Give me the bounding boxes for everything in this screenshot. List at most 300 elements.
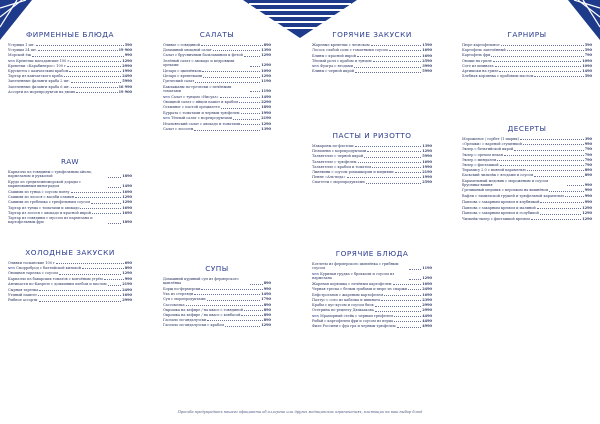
menu-item-name [312, 319, 393, 323]
menu-item-price: 1290 [122, 200, 132, 205]
menu-item [8, 288, 132, 292]
menu-item-price: 990 [584, 188, 592, 193]
menu-item-label: Уха из стерляди [163, 292, 194, 297]
dot-leader [194, 294, 260, 295]
menu-item-name [462, 147, 513, 151]
menu-item-price: 1090 [582, 58, 592, 63]
dot-leader [500, 165, 584, 166]
menu-item [163, 318, 271, 322]
dot-leader [239, 102, 260, 103]
dot-leader [244, 310, 263, 311]
menu-item-name [462, 194, 564, 198]
menu-item-name [8, 85, 70, 89]
dot-leader [221, 108, 260, 109]
menu-item-label: Салат с лососем [163, 127, 194, 132]
menu-item-name [462, 188, 548, 192]
menu-item-label: Салат с тунцом «Нисуаз» [171, 94, 219, 99]
menu-item-label: Павлова с захарным кремом и малиной [462, 205, 536, 210]
menu-item [8, 53, 132, 57]
menu-item-price: 1990 [261, 110, 271, 115]
menu-item-name [163, 318, 206, 322]
menu-item-name [8, 180, 107, 189]
menu-item [8, 90, 132, 94]
menu-item-price: 1290 [582, 205, 592, 210]
menu-item-list [312, 262, 432, 329]
menu-item-name [312, 324, 396, 328]
menu-item-label: Запеченные фаланги краба 2 шт. [8, 79, 70, 84]
menu-item-label: Эклер с бельгийской икрой [462, 147, 514, 152]
menu-item-label: Устрицы 1 шт. [8, 43, 35, 47]
menu-item-label: Осьминог с пастой орецкьетте [163, 105, 220, 110]
menu-item-name [8, 206, 79, 210]
menu-item-name [8, 43, 35, 47]
menu-item-price: 2390 [422, 298, 432, 303]
menu-item-name [8, 170, 107, 179]
menu-item-name [462, 217, 530, 221]
menu-item-price: 1690 [422, 292, 432, 297]
menu-item-list [8, 170, 132, 225]
menu-item-label: Мраморный стейк с черным трюфелем [320, 313, 393, 318]
menu-item-price: 1190 [261, 79, 271, 84]
menu-item-price: 2590 [422, 180, 432, 185]
dot-leader [71, 87, 118, 88]
menu-item-price: 16 990 [118, 84, 132, 89]
dot-leader [534, 176, 584, 177]
menu-item-name [163, 313, 240, 317]
menu-item-name [8, 48, 37, 52]
menu-item-label: Греческий салат [163, 79, 195, 84]
dot-leader [504, 155, 584, 156]
menu-item [312, 319, 432, 323]
menu-item-price: 3990 [422, 64, 432, 69]
menu-item-label: Пюре картофельное [462, 43, 500, 47]
section-title: ФИРМЕННЫЕ БЛЮДА [26, 30, 114, 39]
menu-item-label: Запеченные фаланги краба 6 шт. [8, 84, 70, 89]
menu-item-name [312, 154, 363, 158]
menu-item-name [312, 272, 408, 281]
menu-item-label: Палтус с сото из кабачка и шпината [312, 298, 381, 303]
menu-item-name [163, 303, 185, 307]
menu-item-name [8, 261, 55, 265]
dot-leader [250, 284, 262, 285]
menu-item-price: 590 [584, 74, 592, 79]
menu-item-price: 1290 [422, 149, 432, 154]
menu-item-price: 1290 [122, 271, 132, 276]
menu-item-label: Жареные креветки с чесноком [312, 43, 370, 47]
dot-leader [241, 113, 261, 114]
dot-leader [507, 50, 584, 51]
menu-item-name [312, 293, 383, 297]
menu-item [8, 277, 132, 281]
menu-item [163, 43, 271, 47]
menu-item-label: Эклер с орехом пекан [462, 152, 503, 157]
menu-item [462, 211, 592, 215]
menu-item-price: 1490 [122, 184, 132, 189]
dot-leader [71, 82, 121, 83]
menu-item-price: 1090 [582, 63, 592, 68]
menu-item-price: 1290 [261, 53, 271, 58]
menu-item-name [8, 266, 81, 270]
menu-item-name [462, 74, 533, 78]
menu-item-name [312, 170, 394, 174]
menu-item-label: Сморреброд с балтийской килькой [16, 266, 81, 271]
menu-item-price: 890 [263, 312, 271, 317]
menu-item-price: 2990 [422, 303, 432, 308]
menu-item-label: Тёплый ролл с крабом и тунцом [312, 59, 372, 64]
menu-item-list [8, 261, 132, 303]
menu-item-price: 890 [584, 168, 592, 173]
menu-item-price: 19 900 [118, 48, 132, 53]
allergy-note: Просьба предупредить нашего официанта об аллергии или других медицинских ограничениях, влияющих на ваш выбор блюд [177, 410, 423, 414]
menu-item-price: 590 [584, 43, 592, 47]
menu-item [312, 160, 432, 164]
menu-item-price: 2490 [122, 74, 132, 79]
menu-item-label: Филе Россини с фуа гра и черным трюфелем [312, 324, 396, 329]
menu-item-price: 1190 [422, 266, 432, 271]
menu-item-name [312, 282, 392, 286]
menu-item-name [462, 200, 539, 204]
menu-item [312, 287, 432, 291]
menu-item [163, 79, 271, 83]
dot-leader [540, 214, 581, 215]
menu-item [163, 116, 271, 120]
menu-item-price: 890 [263, 302, 271, 307]
menu-item [462, 142, 592, 146]
dot-leader [408, 289, 421, 290]
dot-leader [241, 124, 260, 125]
menu-item-name [8, 90, 75, 94]
menu-item-label: Блины с черной икрой [312, 69, 355, 74]
menu-item [8, 206, 132, 210]
dot-leader [523, 144, 584, 145]
menu-item [8, 271, 132, 275]
menu-item-label: Суп с морепродуктами [163, 297, 206, 302]
menu-item [163, 277, 271, 286]
dot-leader [233, 119, 260, 120]
menu-item [462, 43, 592, 47]
dot-leader [531, 219, 581, 220]
new-badge: NEW [8, 58, 16, 63]
menu-item-list [163, 277, 271, 328]
menu-item [8, 59, 132, 63]
menu-item-price: 390 [584, 137, 592, 141]
menu-item [462, 173, 592, 177]
menu-item [163, 48, 271, 52]
menu-item-price: 1490 [582, 68, 592, 73]
menu-item-label: Крабы с кус-кусом и соусом биск [312, 303, 374, 308]
dot-leader [108, 177, 121, 178]
menu-item [462, 147, 592, 151]
menu-item-label: Гречишный медовик с персиком на вишнёвом [462, 188, 549, 193]
dot-leader [186, 305, 263, 306]
dot-leader [39, 290, 121, 291]
menu-item-name [462, 43, 500, 47]
dot-leader [375, 306, 422, 307]
dot-leader [534, 76, 583, 77]
menu-item-price: 790 [584, 162, 592, 167]
menu-item-name [462, 206, 536, 210]
menu-item-label: Окрошка на кефире / на квасе с ковбасой [163, 312, 241, 317]
menu-item-name [312, 144, 354, 148]
menu-item-price: 1590 [422, 43, 432, 47]
dot-leader [354, 67, 421, 68]
menu-item-label: Осетрина по-рецепту Дюмаакова [312, 308, 374, 313]
menu-item [312, 59, 432, 63]
new-badge: NEW [163, 116, 171, 121]
menu-item-label: Оливки тосканские 100 г [8, 261, 55, 265]
menu-item [312, 314, 432, 318]
new-badge: NEW [312, 271, 320, 276]
dot-leader [372, 167, 421, 168]
menu-item-list [312, 144, 432, 185]
menu-item [163, 105, 271, 109]
menu-item-name [163, 292, 193, 296]
menu-section [8, 30, 132, 95]
menu-item-name [462, 179, 566, 188]
menu-item-list [462, 43, 592, 78]
menu-item-name [312, 54, 356, 58]
menu-item [312, 54, 432, 58]
menu-item-name [462, 158, 496, 162]
menu-item-price: 1290 [261, 323, 271, 328]
menu-item [312, 303, 432, 307]
menu-item-price: 590 [584, 48, 592, 53]
menu-item-label: Тёплый салат с морепродуктами [171, 116, 233, 121]
dot-leader [549, 191, 584, 192]
menu-item [8, 64, 132, 68]
dot-leader [201, 45, 263, 46]
menu-item-name [462, 64, 494, 68]
section-title: ПАСТЫ И РИЗОТТО [332, 131, 412, 140]
menu-item [312, 165, 432, 169]
menu-item-label: Котлеты из фермерского цыплёнка с грибным соусом [312, 262, 399, 271]
dot-leader [38, 50, 118, 51]
menu-item-name [312, 314, 393, 318]
dot-leader [213, 50, 261, 51]
menu-item-price: 1190 [261, 88, 271, 93]
menu-item-price: 4490 [422, 313, 432, 318]
menu-item-name [163, 127, 193, 131]
menu-item-label: Тартар из лосося с авокадо и красной икрой [8, 210, 91, 215]
menu-item-price: 990 [263, 286, 271, 291]
menu-item [462, 153, 592, 157]
menu-item [8, 200, 132, 204]
menu-item-name [8, 288, 38, 292]
menu-item-label: Сырная тарелка [8, 287, 39, 292]
menu-item-label: Тартар из камчатского краба [8, 74, 63, 79]
menu-item-label: Черная треска с белым грибами и пюре из спаржи [312, 287, 407, 292]
dot-leader [371, 45, 422, 46]
menu-item [163, 95, 271, 99]
menu-item-price: 990 [124, 276, 132, 281]
menu-item-price: 1690 [422, 159, 432, 164]
menu-item-name [462, 69, 498, 73]
dot-leader [514, 150, 583, 151]
dot-leader [501, 45, 584, 46]
dot-leader [71, 192, 122, 193]
dot-leader [527, 170, 584, 171]
menu-item-name [163, 122, 240, 126]
section-title: СУПЫ [205, 264, 229, 273]
dot-leader [75, 197, 121, 198]
menu-item [8, 85, 132, 89]
dot-leader [91, 203, 121, 204]
menu-item [462, 69, 592, 73]
menu-item-label: Артишоки на гриле [462, 68, 499, 73]
menu-item-price: 1890 [122, 220, 132, 225]
dot-leader [195, 82, 260, 83]
menu-item [8, 282, 132, 286]
menu-item-label: Павлова с захарным кремом и голубикой [462, 211, 539, 216]
menu-item-price: 890 [124, 266, 132, 271]
new-badge: NEW [312, 313, 320, 318]
menu-item-price: 1890 [261, 105, 271, 110]
menu-item-label: Тальятелле с крабом и томатом [312, 164, 372, 169]
menu-item-name [163, 297, 206, 301]
menu-item-label: Картофель фри [462, 53, 491, 58]
dot-leader [202, 71, 260, 72]
dot-leader [36, 45, 124, 46]
dot-leader [394, 316, 421, 317]
menu-item-list [8, 43, 132, 94]
menu-item [8, 43, 132, 47]
dot-leader [69, 71, 121, 72]
menu-item-name [163, 277, 249, 286]
menu-item-label: Сассоколка [163, 302, 185, 307]
menu-item [8, 48, 132, 52]
section-title: ХОЛОДНЫЕ ЗАКУСКИ [25, 248, 115, 257]
menu-item-price: 2490 [422, 287, 432, 292]
menu-item [462, 188, 592, 192]
menu-item-price: 1690 [122, 205, 132, 210]
dot-leader [497, 160, 583, 161]
menu-item-price: 2190 [261, 116, 271, 121]
menu-item-label: Гаспачо по-андалузски [163, 318, 207, 323]
menu-item-name [312, 64, 353, 68]
menu-item [462, 163, 592, 167]
menu-item-label: Соте из шпината [462, 63, 494, 68]
menu-item-label: Лингвини с соусом ромашкорин и мидиями [312, 169, 394, 174]
menu-item [312, 144, 432, 148]
menu-item-price: 1290 [261, 63, 271, 68]
menu-item [163, 297, 271, 301]
menu-item [312, 43, 432, 47]
menu-section [8, 248, 132, 304]
menu-item-label: Сашими из лосося с васаби ольмин [8, 195, 74, 200]
menu-item-name [163, 287, 200, 291]
dot-leader [364, 157, 421, 158]
menu-item-name [312, 48, 388, 52]
dot-leader [409, 279, 421, 280]
menu-item-name [8, 74, 63, 78]
dot-leader [355, 146, 422, 147]
menu-item [462, 194, 592, 198]
menu-item-label: Сашими из тунца с соусом понзу [8, 189, 70, 194]
menu-item-price: 1990 [122, 68, 132, 73]
menu-item-name [8, 200, 90, 204]
dot-leader [409, 269, 421, 270]
menu-item-name [8, 69, 68, 73]
menu-item [8, 69, 132, 73]
menu-item [312, 154, 432, 158]
menu-item-name [163, 48, 212, 52]
menu-item-name [462, 59, 492, 63]
menu-item-price: 590 [124, 43, 132, 47]
dot-leader [225, 326, 260, 327]
menu-item-name [163, 100, 238, 104]
menu-item-label: Утиный паштет [8, 293, 37, 298]
menu-item-name [8, 271, 58, 275]
dot-leader [375, 311, 421, 312]
menu-item [163, 122, 271, 126]
menu-item-price: 5990 [422, 69, 432, 74]
menu-item-price: 2990 [422, 308, 432, 313]
menu-item-name [312, 160, 357, 164]
menu-item-price: 1290 [261, 74, 271, 79]
dot-leader [389, 50, 421, 51]
dot-leader [567, 185, 584, 186]
menu-item-price: 2990 [122, 63, 132, 68]
menu-item-name [163, 59, 249, 68]
dot-leader [495, 66, 582, 67]
menu-item-label: Тальятелле с черной икрой [312, 154, 364, 159]
menu-item [312, 324, 432, 328]
menu-item-name [8, 282, 107, 286]
menu-item-price: 5990 [122, 79, 132, 84]
dot-leader [207, 300, 261, 301]
menu-item-label: Куриная грудка с брокколи и соусом из пармезана [312, 271, 395, 281]
menu-item-price: 1290 [261, 121, 271, 126]
menu-item-label: Тальятелле с трюфелем [312, 159, 357, 164]
menu-item-label: Овощной салат с яйцом пашот и крабом [163, 99, 239, 104]
section-title: САЛАТЫ [199, 30, 235, 39]
menu-item-name [163, 85, 249, 94]
section-title: ГОРЯЧИЕ ЗАКУСКИ [332, 30, 412, 39]
menu-item-price: 2290 [261, 99, 271, 104]
dot-leader [201, 289, 262, 290]
menu-item [462, 217, 592, 221]
menu-item-label: Пенне «Аль-вода» [312, 175, 346, 180]
menu-item-label: Буррата с томатами и черным трюфелем [163, 110, 240, 115]
menu-item [8, 170, 132, 179]
menu-item-name [462, 53, 490, 57]
dot-leader [537, 208, 582, 209]
dot-leader [80, 208, 121, 209]
dot-leader [59, 274, 121, 275]
menu-item-label: Пельмени с морепродуктами [312, 149, 367, 154]
menu-item-name [312, 303, 374, 307]
menu-item-label: Тартар из говядины с муссом из пармезана и картофельным фри [8, 215, 93, 225]
menu-item [8, 298, 132, 302]
menu-item [163, 59, 271, 68]
menu-item [462, 48, 592, 52]
section-title: ГАРНИРЫ [507, 30, 547, 39]
dot-leader [70, 61, 121, 62]
menu-item-label: Фуагра с ягодами [320, 64, 353, 69]
section-title: ДЕСЕРТЫ [507, 124, 547, 133]
menu-item-list [462, 137, 592, 221]
menu-item-price: 1690 [422, 48, 432, 53]
menu-item-price: 790 [584, 147, 592, 152]
menu-item-price: 19 900 [118, 89, 132, 94]
dot-leader [203, 77, 260, 78]
menu-item-price: 990 [584, 182, 592, 187]
menu-item-name [462, 168, 526, 172]
menu-item-price: 2590 [422, 59, 432, 64]
menu-item-name [8, 53, 31, 57]
menu-item-price: 1390 [422, 144, 432, 148]
dot-leader [104, 279, 124, 280]
